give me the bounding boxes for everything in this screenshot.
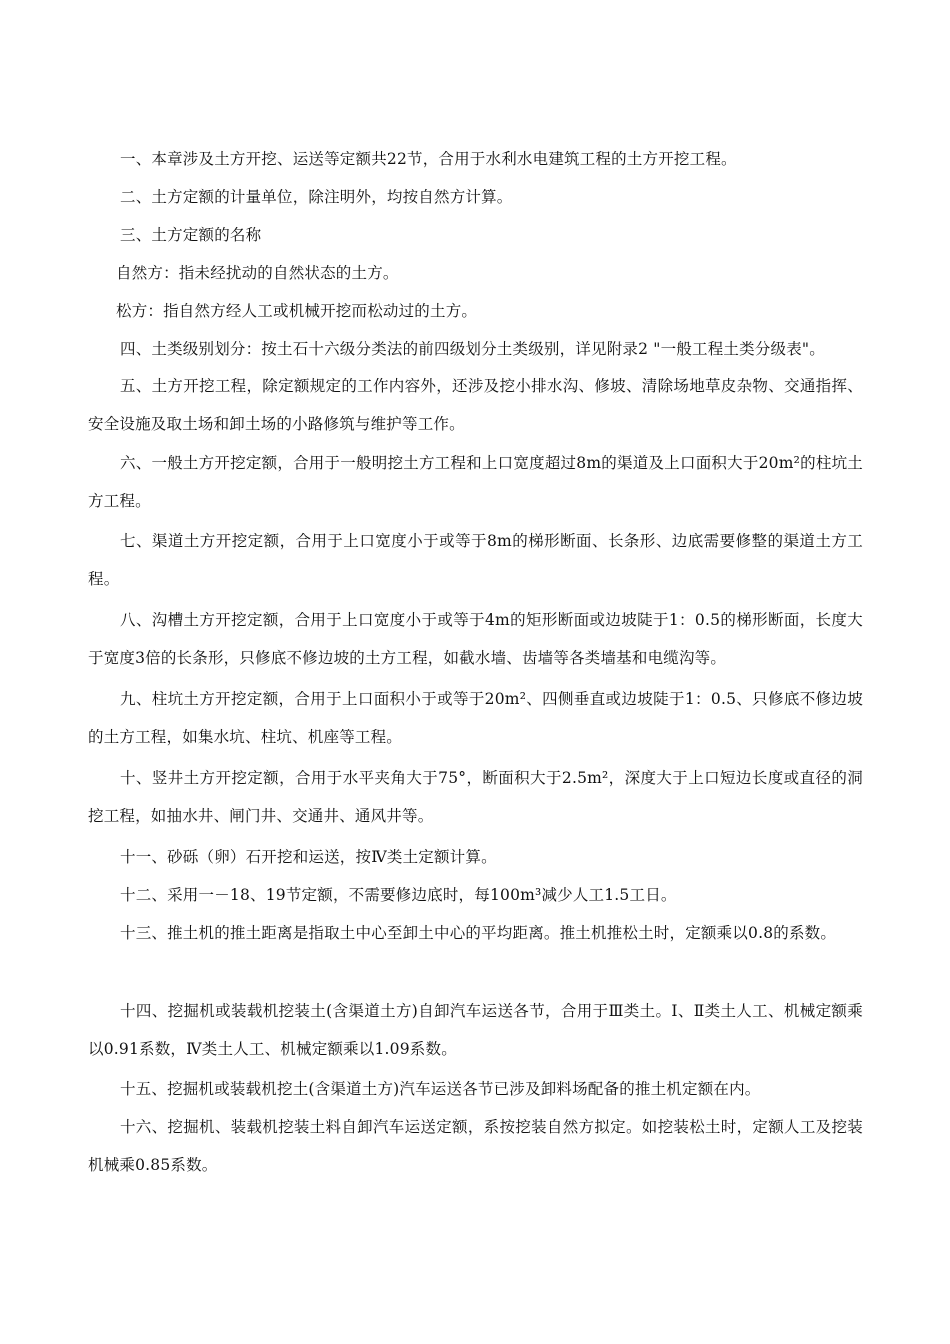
- paragraph-3: 三、土方定额的名称: [120, 226, 262, 244]
- paragraph-14: 十二、采用一－18、19节定额，不需要修边底时，每100m³减少人工1.5工日。: [120, 886, 677, 904]
- paragraph-5: 松方：指自然方经人工或机械开挖而松动过的土方。: [116, 302, 478, 320]
- paragraph-10: 八、沟槽土方开挖定额，合用于上口宽度小于或等于4m的矩形断面或边坡陡于1：0.5的梯形断面，长度大于宽度3倍的长条形，只修底不修边坡的土方工程，如截水墙、齿墙等各类墙基和电缆沟等。: [88, 611, 863, 667]
- paragraph-15: 十三、推土机的推土距离是指取土中心至卸土中心的平均距离。推土机推松土时，定额乘以0.8的系数。: [120, 924, 837, 942]
- paragraph-13: 十一、砂砾（卵）石开挖和运送，按Ⅳ类土定额计算。: [120, 848, 497, 866]
- paragraph-2: 二、土方定额的计量单位，除注明外，均按自然方计算。: [120, 188, 513, 206]
- paragraph-6: 四、土类级别划分：按土石十六级分类法的前四级划分土类级别，详见附录2 "一般工程土类分级表"。: [120, 340, 825, 358]
- paragraph-7: 五、土方开挖工程，除定额规定的工作内容外，还涉及挖小排水沟、修坡、清除场地草皮杂物、交通指挥、安全设施及取土场和卸土场的小路修筑与维护等工作。: [88, 377, 863, 433]
- paragraph-11: 九、柱坑土方开挖定额，合用于上口面积小于或等于20m²、四侧垂直或边坡陡于1：0.5、只修底不修边坡的土方工程，如集水坑、柱坑、机座等工程。: [88, 690, 863, 746]
- paragraph-18: 十六、挖掘机、装载机挖装土料自卸汽车运送定额，系按挖装自然方拟定。如挖装松土时，定额人工及挖装机械乘0.85系数。: [88, 1118, 863, 1174]
- paragraph-4: 自然方：指未经扰动的自然状态的土方。: [116, 264, 399, 282]
- paragraph-8: 六、一般土方开挖定额，合用于一般明挖土方工程和上口宽度超过8m的渠道及上口面积大于20m²的柱坑土方工程。: [88, 454, 863, 510]
- paragraph-16: 十四、挖掘机或装载机挖装土(含渠道土方)自卸汽车运送各节，合用于Ⅲ类土。Ⅰ、Ⅱ类土人工、机械定额乘以0.91系数，Ⅳ类土人工、机械定额乘以1.09系数。: [88, 1002, 863, 1058]
- paragraph-1: 一、本章涉及土方开挖、运送等定额共22节，合用于水利水电建筑工程的土方开挖工程。: [120, 150, 737, 168]
- paragraph-17: 十五、挖掘机或装载机挖土(含渠道土方)汽车运送各节已涉及卸料场配备的推土机定额在内。: [120, 1080, 761, 1098]
- paragraph-9: 七、渠道土方开挖定额，合用于上口宽度小于或等于8m的梯形断面、长条形、边底需要修整的渠道土方工程。: [88, 532, 863, 588]
- paragraph-12: 十、竖井土方开挖定额，合用于水平夹角大于75°，断面积大于2.5m²，深度大于上口短边长度或直径的洞挖工程，如抽水井、闸门井、交通井、通风井等。: [88, 769, 863, 825]
